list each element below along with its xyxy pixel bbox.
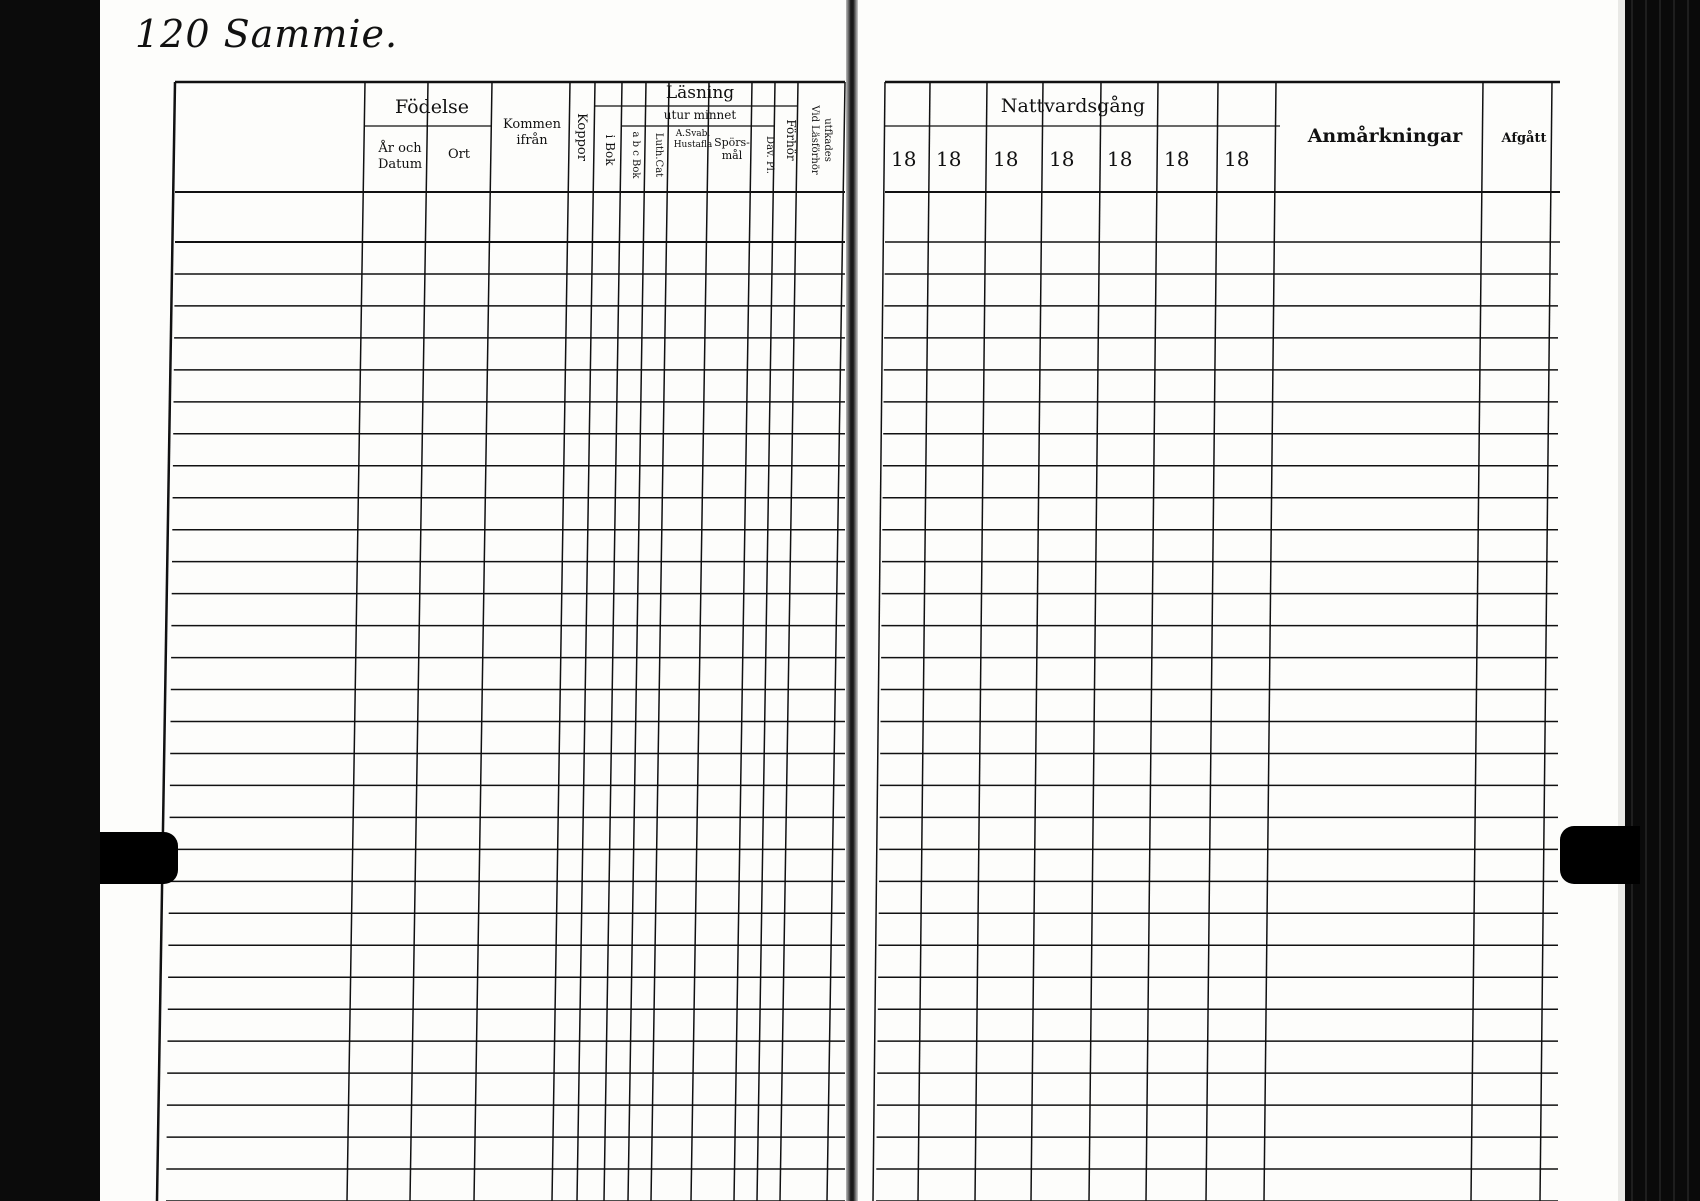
right-column-rule xyxy=(1540,82,1552,1201)
right-column-rule xyxy=(918,82,930,1201)
header-nattvardsgang: Nattvardsgång xyxy=(1000,95,1146,117)
right-column-rule xyxy=(1146,82,1158,1201)
header-dav-pl: Dav. Pl. xyxy=(764,136,775,174)
year-label: 18 xyxy=(1049,147,1075,171)
left-column-rule xyxy=(552,82,570,1201)
year-label: 18 xyxy=(1107,147,1133,171)
header-forhor: Förhör xyxy=(784,119,798,161)
left-column-rule xyxy=(410,82,428,1201)
left-column-rule xyxy=(780,82,798,1201)
year-label: 18 xyxy=(1224,147,1250,171)
year-labels xyxy=(891,147,1249,171)
header-datum: Datum xyxy=(377,157,423,172)
right-column-rule xyxy=(1206,82,1218,1201)
year-label: 18 xyxy=(936,147,962,171)
right-column-rule xyxy=(1264,82,1276,1201)
right-column-rule xyxy=(873,82,885,1201)
header-utur-minnet: utur minnet xyxy=(663,108,737,122)
left-column-rule xyxy=(757,82,775,1201)
header-koppor: Koppor xyxy=(574,113,589,161)
year-label: 18 xyxy=(1164,147,1190,171)
left-column-rule xyxy=(604,82,622,1201)
header-ort: Ort xyxy=(447,147,471,162)
right-column-rule xyxy=(1089,82,1101,1201)
left-column-rule xyxy=(734,82,752,1201)
page-marker: 120 Sammie. xyxy=(135,12,399,56)
grid-lines xyxy=(157,82,1560,1201)
binder-clip-left xyxy=(100,832,178,884)
header-luth-cat: Luth.Cat xyxy=(653,132,664,178)
year-label: 18 xyxy=(993,147,1019,171)
header-lasning: Läsning xyxy=(665,83,735,103)
left-column-rule xyxy=(827,82,845,1201)
header-ifran: ifrån xyxy=(516,133,548,148)
header-fodelse: Födelse xyxy=(394,96,470,118)
binder-clip-right xyxy=(1560,826,1640,884)
header-ar-och: År och xyxy=(378,141,422,156)
header-abc-bok: a b c Bok xyxy=(630,131,641,179)
right-column-rule xyxy=(975,82,987,1201)
right-column-rule xyxy=(1471,82,1483,1201)
header-i-bok: i Bok xyxy=(603,134,617,166)
left-column-rule xyxy=(157,82,175,1201)
header-sporsmal-2: mål xyxy=(721,149,743,162)
year-label: 18 xyxy=(891,147,917,171)
header-kommen: Kommen xyxy=(503,117,561,132)
header-vid-lasforhor-1: Vid Läsförhör xyxy=(809,105,820,175)
left-column-rule xyxy=(347,82,365,1201)
header-afgatt: Afgått xyxy=(1501,131,1547,146)
header-anmarkningar: Anmårkningar xyxy=(1307,125,1463,147)
left-column-rule xyxy=(651,82,669,1201)
left-column-rule xyxy=(628,82,646,1201)
left-column-rule xyxy=(691,82,709,1201)
header-sporsmal-1: Spörs- xyxy=(714,136,750,149)
header-a-svab: A.Svab. xyxy=(675,129,711,139)
right-column-rule xyxy=(1031,82,1043,1201)
header-hustafla: Hustafla xyxy=(673,140,713,150)
left-column-rule xyxy=(474,82,492,1201)
left-column-rule xyxy=(577,82,595,1201)
header-vid-lasforhor-2: utfkades xyxy=(822,118,833,162)
